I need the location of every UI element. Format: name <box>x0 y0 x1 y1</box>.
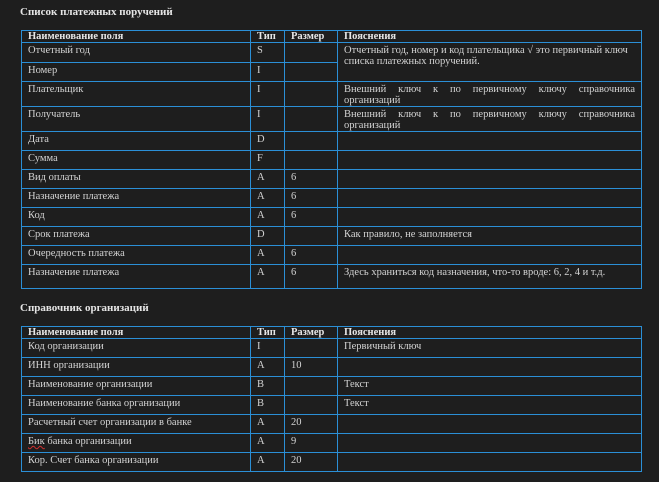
field-name: Получатель <box>22 107 251 132</box>
field-type: I <box>251 82 285 107</box>
field-size: 6 <box>285 170 338 189</box>
field-size: 6 <box>285 246 338 265</box>
table-row <box>22 377 642 396</box>
field-type: F <box>251 151 285 170</box>
field-size <box>285 396 338 415</box>
header-type: Тип <box>251 31 285 43</box>
field-name: Плательщик <box>22 82 251 107</box>
table-row <box>22 453 642 472</box>
table-row <box>22 396 642 415</box>
field-note: Внешний ключ к по первичному ключу справочника организаций <box>338 82 642 107</box>
field-name: Назначение платежа <box>22 189 251 208</box>
table-row <box>22 339 642 358</box>
field-type: D <box>251 132 285 151</box>
field-name: Дата <box>22 132 251 151</box>
field-name: Кор. Счет банка организации <box>22 453 251 472</box>
field-name: ИНН организации <box>22 358 251 377</box>
table-row <box>22 358 642 377</box>
table-row <box>22 132 642 151</box>
header-size: Размер <box>285 31 338 43</box>
field-type: A <box>251 189 285 208</box>
field-note <box>338 246 642 265</box>
payments-table <box>21 30 642 289</box>
orgs-table <box>21 326 642 472</box>
table-row <box>22 227 642 246</box>
field-size <box>285 43 338 63</box>
field-name: Срок платежа <box>22 227 251 246</box>
table-row <box>22 107 642 132</box>
field-note <box>338 151 642 170</box>
table-row <box>22 43 642 63</box>
field-name: Код <box>22 208 251 227</box>
header-notes: Пояснения <box>338 327 642 339</box>
field-note <box>338 415 642 434</box>
field-size <box>285 151 338 170</box>
field-type: B <box>251 377 285 396</box>
field-name: Сумма <box>22 151 251 170</box>
field-note: Внешний ключ к по первичному ключу справочника организаций <box>338 107 642 132</box>
field-name: Назначение платежа <box>22 265 251 289</box>
spellcheck-word: Бик <box>28 436 45 447</box>
field-type: A <box>251 170 285 189</box>
field-size <box>285 377 338 396</box>
header-notes: Пояснения <box>338 31 642 43</box>
field-size: 10 <box>285 358 338 377</box>
field-note: Первичный ключ <box>338 339 642 358</box>
field-type: A <box>251 265 285 289</box>
table-row <box>22 265 642 289</box>
field-size <box>285 107 338 132</box>
field-size: 20 <box>285 453 338 472</box>
table-row <box>22 151 642 170</box>
field-note: Текст <box>338 377 642 396</box>
orgs-title: Справочник организаций <box>20 302 149 314</box>
field-type: A <box>251 208 285 227</box>
field-size <box>285 82 338 107</box>
field-size <box>285 132 338 151</box>
field-type: S <box>251 43 285 63</box>
field-note <box>338 189 642 208</box>
header-size: Размер <box>285 327 338 339</box>
field-size: 6 <box>285 208 338 227</box>
field-note <box>338 358 642 377</box>
field-note: Отчетный год, номер и код плательщика √ это первичный ключ списка платежных поручений. <box>338 43 642 82</box>
field-size: 6 <box>285 265 338 289</box>
header-type: Тип <box>251 327 285 339</box>
field-size <box>285 63 338 82</box>
field-size <box>285 227 338 246</box>
field-name: Отчетный год <box>22 43 251 63</box>
table-header-row <box>22 327 642 339</box>
field-type: A <box>251 415 285 434</box>
field-type: I <box>251 339 285 358</box>
field-note: Здесь храниться код назначения, что-то вроде: 6, 2, 4 и т.д. <box>338 265 642 289</box>
field-note <box>338 453 642 472</box>
field-name: Бик банка организации <box>22 434 251 453</box>
field-name: Наименование банка организации <box>22 396 251 415</box>
field-name: Наименование организации <box>22 377 251 396</box>
table-row <box>22 82 642 107</box>
header-field-name: Наименование поля <box>22 327 251 339</box>
field-type: I <box>251 63 285 82</box>
field-note: Текст <box>338 396 642 415</box>
field-note <box>338 208 642 227</box>
field-type: A <box>251 246 285 265</box>
field-type: A <box>251 358 285 377</box>
field-type: D <box>251 227 285 246</box>
field-type: I <box>251 107 285 132</box>
field-note <box>338 132 642 151</box>
table-row <box>22 189 642 208</box>
field-type: B <box>251 396 285 415</box>
field-name: Номер <box>22 63 251 82</box>
table-row <box>22 208 642 227</box>
field-name: Код организации <box>22 339 251 358</box>
table-row <box>22 415 642 434</box>
field-name: Очередность платежа <box>22 246 251 265</box>
field-note <box>338 434 642 453</box>
table-header-row <box>22 31 642 43</box>
field-size: 6 <box>285 189 338 208</box>
field-size: 20 <box>285 415 338 434</box>
field-name: Расчетный счет организации в банке <box>22 415 251 434</box>
table-row <box>22 246 642 265</box>
field-type: A <box>251 434 285 453</box>
payments-title: Список платежных поручений <box>20 6 173 18</box>
table-row <box>22 434 642 453</box>
field-size: 9 <box>285 434 338 453</box>
field-note <box>338 170 642 189</box>
field-note: Как правило, не заполняется <box>338 227 642 246</box>
field-type: A <box>251 453 285 472</box>
field-name: Вид оплаты <box>22 170 251 189</box>
table-row <box>22 170 642 189</box>
header-field-name: Наименование поля <box>22 31 251 43</box>
field-size <box>285 339 338 358</box>
